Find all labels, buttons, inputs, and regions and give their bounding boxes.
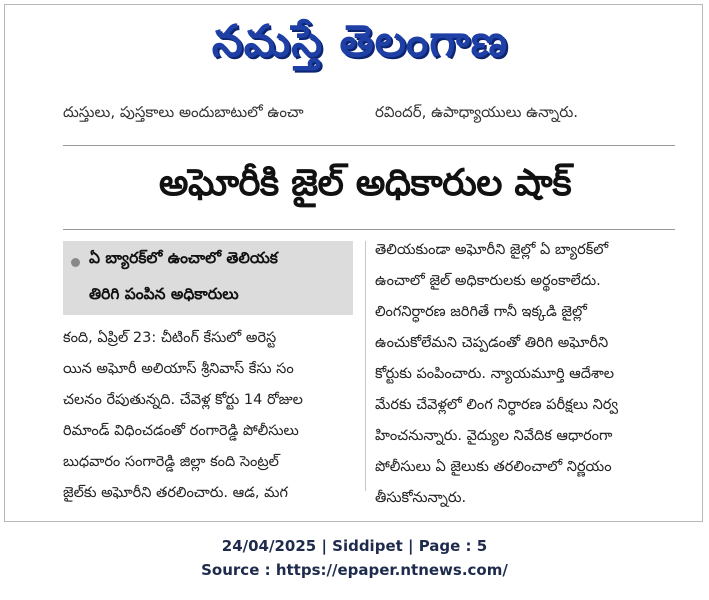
- body-line: యిన అఘోరీ అలియాస్ శ్రీనివాస్ కేసు సం: [63, 361, 294, 377]
- clipping-frame: [4, 4, 703, 522]
- body-line: కంది, ఏప్రిల్ 23: చీటింగ్ కేసులో అరెస్ట: [63, 330, 277, 346]
- body-line: హించనున్నారు. వైద్యుల నివేదిక ఆధారంగా: [375, 428, 613, 444]
- body-line: రిమాండ్ విధించడంతో రంగారెడ్డి పోలీసులు: [63, 423, 299, 439]
- body-line: తీసుకోనున్నారు.: [375, 490, 467, 506]
- newspaper-masthead: నమస్తే తెలంగాణ: [211, 16, 509, 67]
- article-headline: అఘోరీకి జైల్ అధికారుల షాక్: [158, 161, 572, 204]
- subheading-line-2: తిరిగి పంపిన అధికారులు: [89, 285, 239, 303]
- edition-info: 24/04/2025 | Siddipet | Page : 5: [221, 537, 488, 555]
- column-divider: [365, 241, 366, 491]
- article-left-column: [63, 323, 355, 509]
- subheading-line-1: ఏ బ్యారక్‌లో ఉంచాలో తెలియక: [89, 249, 278, 267]
- body-line: జైల్‌కు అఘోరీని తరలించారు. ఆడ, మగ: [63, 485, 288, 501]
- body-line: చలనం రేపుతున్నది. చేవెళ్ల కోర్టు 14 రోజుల: [63, 392, 303, 408]
- body-line: లింగనిర్ధారణ జరిగితే గానీ ఇక్కడి జైల్లో: [375, 304, 587, 320]
- headline-top-rule: [63, 145, 675, 146]
- body-line: పోలీసులు ఏ జైలుకు తరలించాలో నిర్ణయం: [375, 459, 612, 475]
- body-line: ఉంచుకోలేమని చెప్పడంతో తిరిగి అఘోరీని: [375, 335, 609, 351]
- body-line: తెలియకుండా అఘోరీని జైల్లో ఏ బ్యారక్‌లో: [375, 242, 609, 258]
- source-link[interactable]: Source : https://epaper.ntnews.com/: [201, 561, 508, 579]
- headline-bottom-rule: [63, 229, 675, 230]
- body-line: ఉంచాలో జైల్ అధికారులకు అర్థంకాలేదు.: [375, 273, 601, 289]
- bullet-icon: [71, 258, 80, 267]
- previous-article-fragment-right: రవిందర్, ఉపాధ్యాయులు ఉన్నారు.: [375, 103, 579, 121]
- article-right-column: [375, 235, 685, 514]
- body-line: కోర్టుకు పంపించారు. న్యాయమూర్తి ఆదేశాల: [375, 366, 615, 382]
- previous-article-fragment-left: దుస్తులు, పుస్తకాలు అందుబాటులో ఉంచా: [63, 103, 304, 121]
- body-line: బుధవారం సంగారెడ్డి జిల్లా కంది సెంట్రల్: [63, 454, 279, 470]
- subheading-box: [63, 241, 353, 315]
- body-line: మేరకు చేవెళ్లలో లింగ నిర్ధారణ పరీక్షలు నిర్వ: [375, 397, 619, 413]
